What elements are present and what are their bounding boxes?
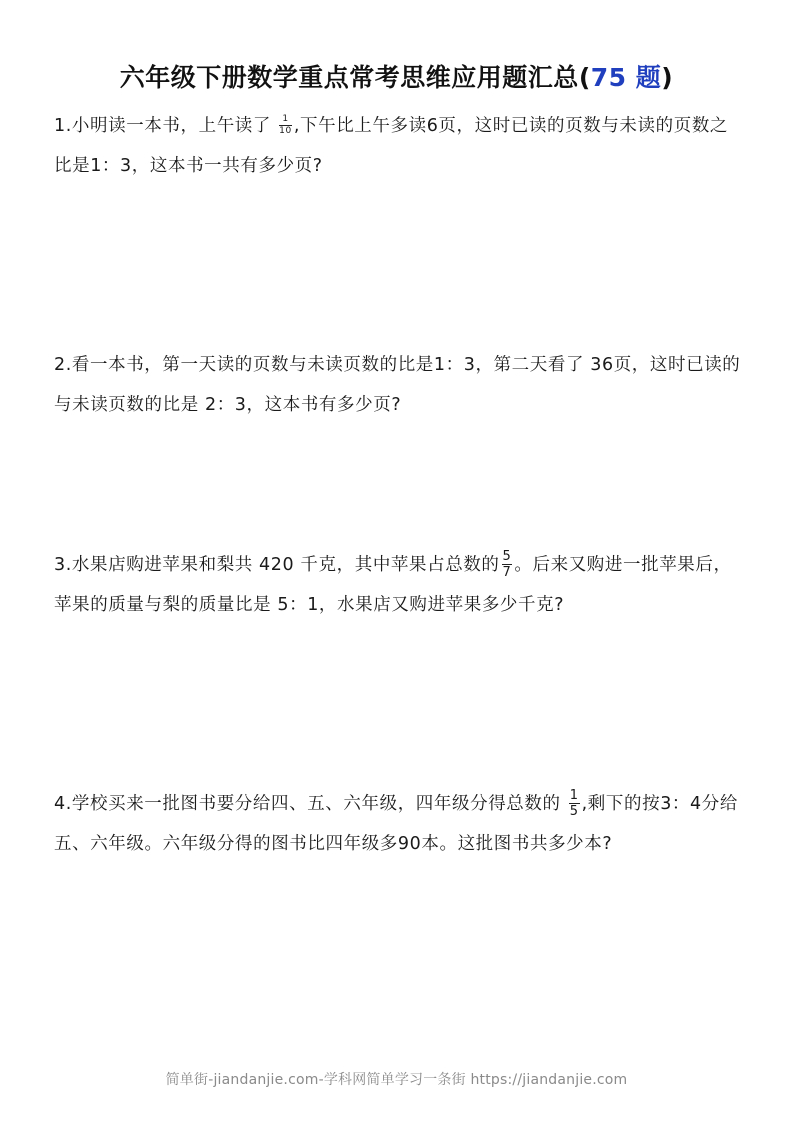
question-3-fraction xyxy=(502,550,513,579)
fraction-numerator: 1 xyxy=(279,115,292,126)
question-3-text-b: 。后来又购进一批苹果后，苹果的质量与梨的质量比是 5：1，水果店又购进苹果多少千克? xyxy=(54,555,732,615)
question-4-fraction xyxy=(569,789,580,818)
fraction-denominator: 7 xyxy=(502,564,512,580)
fraction-denominator: 10 xyxy=(279,125,292,136)
title-paren-close: ) xyxy=(661,63,674,92)
question-2-text: 2.看一本书，第一天读的页数与未读页数的比是1：3，第二天看了 36页，这时已读的与未读页数的比是 2：3，这本书有多少页? xyxy=(54,355,741,415)
fraction-numerator: 5 xyxy=(502,548,512,564)
question-1-text-b: ,下午比上午多读6页，这时已读的页数与未读的页数之比是1：3，这本书一共有多少页? xyxy=(54,116,729,176)
question-1-fraction xyxy=(279,115,292,136)
fraction-denominator: 5 xyxy=(569,803,579,819)
question-3 xyxy=(54,545,742,625)
title-question-count: 75 题 xyxy=(590,63,662,92)
question-4-text-a: 4.学校买来一批图书要分给四、五、六年级，四年级分得总数的 xyxy=(54,794,567,814)
fraction-numerator: 1 xyxy=(569,787,579,803)
page-footer: 简单街-jiandanjie.com-学科网简单学习一条街 https://jiandanjie.com xyxy=(165,1072,628,1088)
question-1-text-a: 1.小明读一本书，上午读了 xyxy=(54,116,278,136)
question-4-text-b: ,剩下的按3：4分给五、六年级。六年级分得的图书比四年级多90本。这批图书共多少本? xyxy=(54,794,738,854)
title-paren-open: ( xyxy=(578,63,591,92)
question-2 xyxy=(54,345,742,425)
question-3-text-a: 3.水果店购进苹果和梨共 420 千克，其中苹果占总数的 xyxy=(54,555,500,575)
question-1 xyxy=(54,106,742,186)
page-title xyxy=(0,58,793,94)
title-main: 六年级下册数学重点常考思维应用题汇总 xyxy=(119,63,579,92)
question-4 xyxy=(54,784,742,864)
